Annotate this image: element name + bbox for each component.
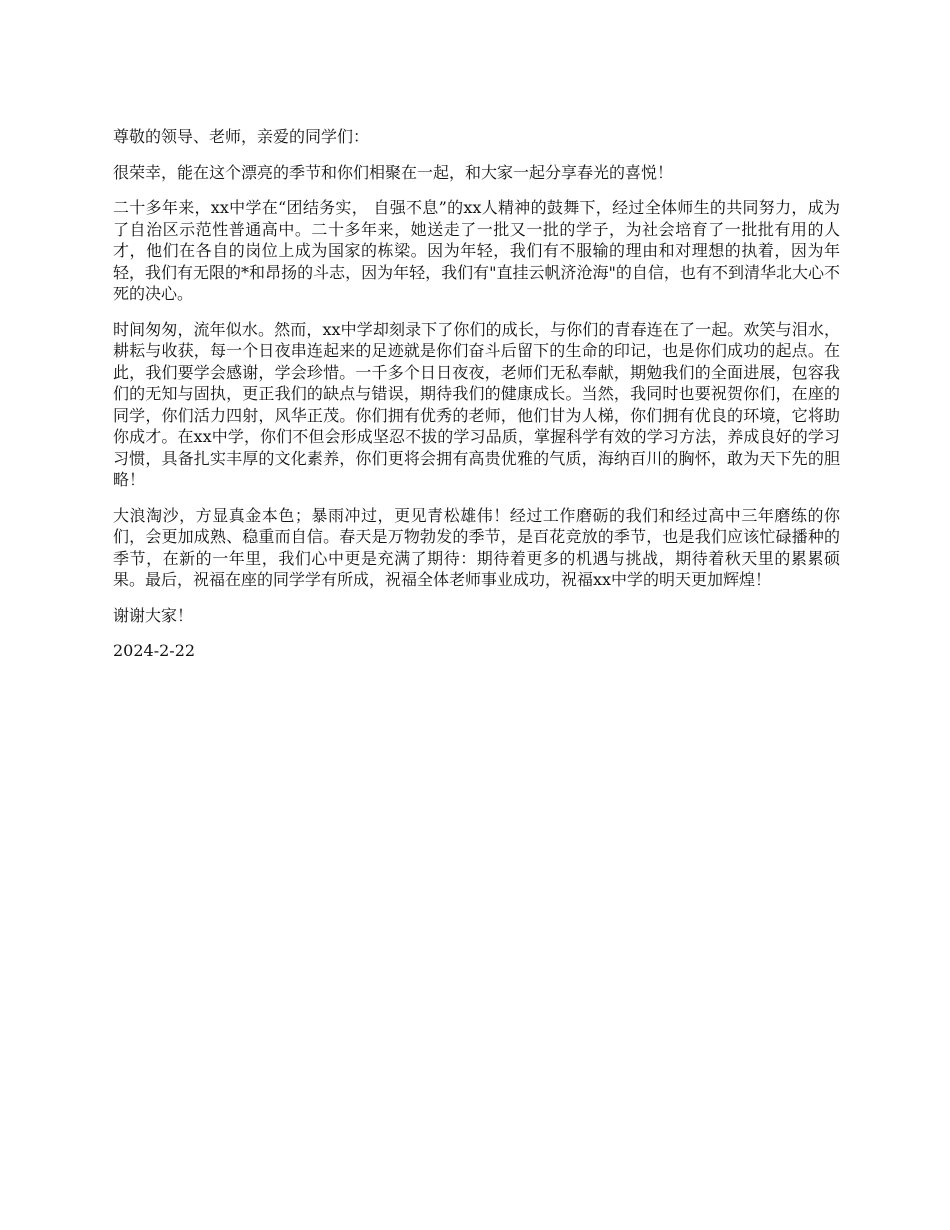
date: 2024-2-22 xyxy=(113,641,196,660)
paragraph-4: 大浪淘沙，方显真金本色；暴雨冲过，更见青松雄伟！经过工作磨砺的我们和经过高中三年磨练的你们，会更加成熟、稳重而自信。春天是万物勃发的季节，是百花竞放的季节，也是我们应该忙碌播种的季节，在新的一年里，我们心中更是充满了期待：期待着更多的机遇与挑战，期待着秋天里的累累硕果。最后，祝福在座的同学学有所成，祝福全体老师事业成功，祝福xx中学的明天更加辉煌！ xyxy=(113,505,840,589)
paragraph-3: 时间匆匆，流年似水。然而，xx中学却刻录下了你们的成长，与你们的青春连在了一起。欢笑与泪水，耕耘与收获，每一个日夜串连起来的足迹就是你们奋斗后留下的生命的印记，也是你们成功的起点。在此，我们要学会感谢，学会珍惜。一千多个日日夜夜，老师们无私奉献，期勉我们的全面进展，包容我们的无知与固执，更正我们的缺点与错误，期待我们的健康成长。当然，我同时也要祝贺你们，在座的同学，你们活力四射，风华正茂。你们拥有优秀的老师，他们甘为人梯，你们拥有优良的环境，它将助你成才。在xx中学，你们不但会形成坚忍不拔的学习品质，掌握科学有效的学习方法，养成良好的学习习惯，具备扎实丰厚的文化素养，你们更将会拥有高贵优雅的气质，海纳百川的胸怀，敢为天下先的胆略！ xyxy=(113,319,840,489)
paragraph-1: 很荣幸，能在这个漂亮的季节和你们相聚在一起，和大家一起分享春光的喜悦！ xyxy=(113,162,674,182)
document-body xyxy=(113,126,840,676)
salutation: 尊敬的领导、老师，亲爱的同学们： xyxy=(113,127,370,146)
paragraph-2: 二十多年来，xx中学在“团结务实， 自强不息”的xx人精神的鼓舞下，经过全体师生的共同努力，成为了自治区示范性普通高中。二十多年来，她送走了一批又一批的学子，为社会培育了一批批有用的人才，他们在各自的岗位上成为国家的栋梁。因为年轻，我们有不服输的理由和对理想的执着，因为年轻，我们有无限的*和昂扬的斗志，因为年轻，我们有"直挂云帆济沧海"的自信，也有不到清华北大心不死的决心。 xyxy=(113,198,840,303)
closing: 谢谢大家！ xyxy=(113,605,194,625)
